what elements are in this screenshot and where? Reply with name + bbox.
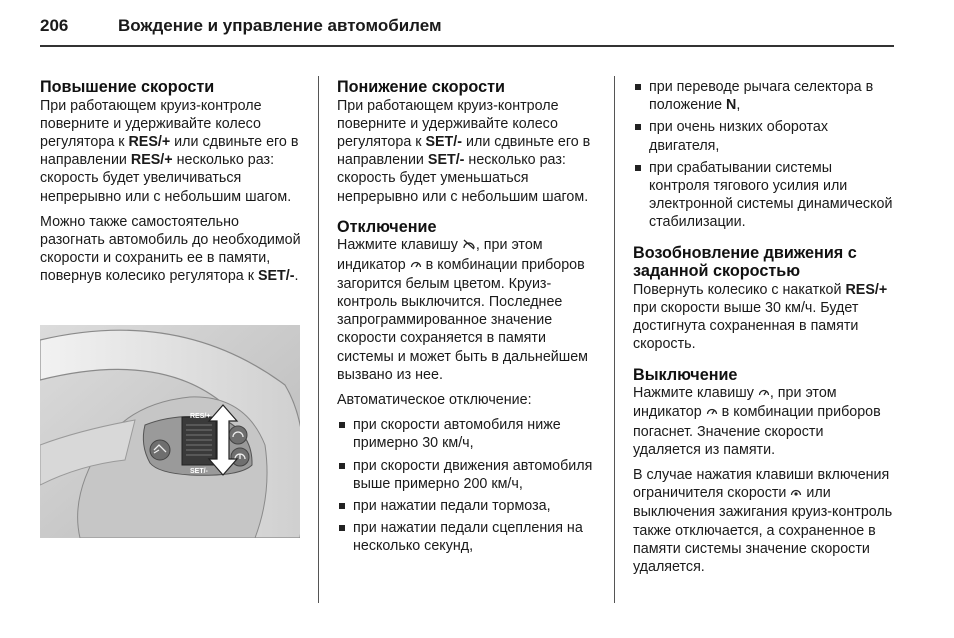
- list-item: при переводе рычага селектора в положение N,: [633, 78, 895, 114]
- paragraph: В случае нажатия клавиши включения ограничителя скорости или выключения зажигания круиз-контроль также отключается, а сохраненное в памяти системы значение скорости удаляется.: [633, 467, 893, 576]
- cruise-button-icon: [758, 385, 770, 403]
- auto-deactivation-list-cont: [633, 78, 895, 232]
- paragraph: Можно также самостоятельно разогнать автомобиль до необходимой скорости и сохранить ее в памяти, повернув колесико регулятора к SET/-.: [40, 213, 301, 285]
- column-divider: [614, 76, 615, 603]
- cruise-indicator-icon: [706, 404, 718, 422]
- column-2: [337, 78, 603, 560]
- section-heading-switch-off: Выключение: [633, 365, 738, 384]
- speed-limiter-icon: [790, 485, 802, 503]
- section-heading-resume: Возобновление движения с заданной скоростью: [633, 243, 857, 281]
- header-rule: [40, 45, 894, 47]
- paragraph: При работающем круиз-контроле поверните и удерживайте колесо регулятора к SET/- или сдвиньте его в направлении SET/- несколько раз: скорость будет уменьшаться непрерывно или с небольшим шагом.: [337, 97, 591, 205]
- section-heading-deactivation: Отключение: [337, 217, 437, 236]
- auto-deactivation-list: [337, 416, 603, 555]
- list-item: при нажатии педали сцепления на несколько секунд,: [337, 519, 603, 555]
- page-number: 206: [40, 16, 69, 35]
- paragraph: Автоматическое отключение:: [337, 392, 532, 409]
- cruise-indicator-icon: [410, 257, 422, 275]
- paragraph: Нажмите клавишу , при этом индикатор в комбинации приборов погаснет. Значение скорости удаляется из памяти.: [633, 385, 881, 458]
- steering-wheel-figure: [40, 325, 300, 538]
- cruise-off-icon: [462, 237, 476, 255]
- paragraph: Повернуть колесико с накаткой RES/+ при скорости выше 30 км/ч. Будет достигнута сохраненная в памяти скорость.: [633, 281, 888, 353]
- column-3: [633, 78, 895, 583]
- list-item: при нажатии педали тормоза,: [337, 497, 603, 515]
- list-item: при скорости движения автомобиля выше примерно 200 км/ч,: [337, 457, 603, 493]
- list-item: при скорости автомобиля ниже примерно 30 км/ч,: [337, 416, 603, 452]
- list-item: при срабатывании системы контроля тягового усилия или электронной системы динамической стабилизации.: [633, 159, 895, 232]
- paragraph: Нажмите клавишу , при этом индикатор в комбинации приборов загорится белым цветом. Круиз-контроль выключится. Последнее запрограммированное значение скорости сохраняется в памяти системы и может быть в дальнейшем вызвано из нее.: [337, 237, 589, 383]
- res-label: RES/+: [190, 413, 211, 420]
- list-item: при очень низких оборотах двигателя,: [633, 118, 895, 154]
- column-1: [40, 78, 302, 293]
- paragraph: При работающем круиз-контроле поверните и удерживайте колесо регулятора к RES/+ или сдвиньте его в направлении RES/+ несколько раз: скорость будет увеличиваться непрерывно или с небольшим шагом.: [40, 97, 299, 205]
- page-title: Вождение и управление автомобилем: [118, 16, 442, 35]
- set-label: SET/-: [190, 468, 208, 475]
- column-divider: [318, 76, 319, 603]
- section-heading-slow-down: Понижение скорости: [337, 78, 505, 96]
- section-heading-speed-up: Повышение скорости: [40, 78, 215, 96]
